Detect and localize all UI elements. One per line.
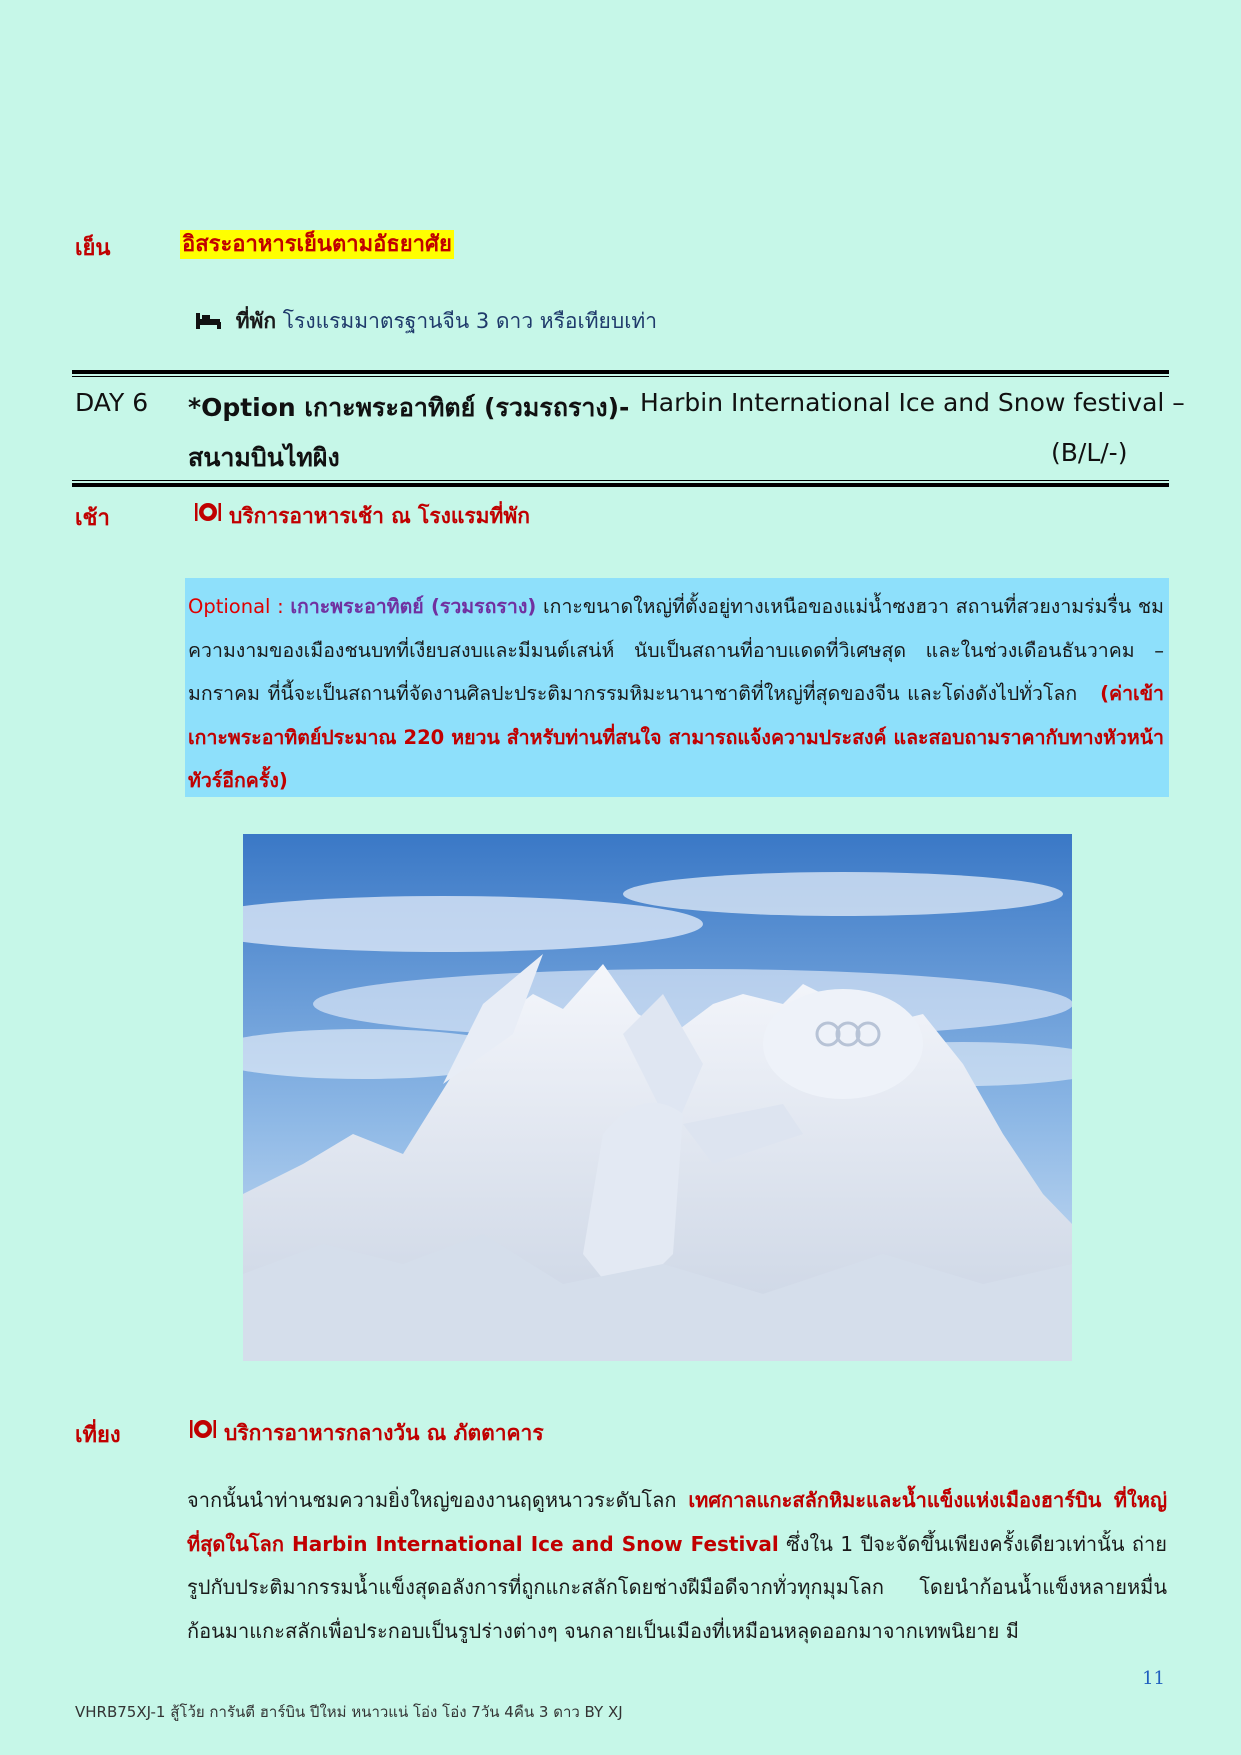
lunch-text: บริการอาหารกลางวัน ณ ภัตตาคาร: [224, 1421, 544, 1445]
dinner-text-wrap: [180, 226, 454, 261]
optional-box: [185, 578, 1169, 797]
paragraph-highlight: เทศกาลแกะสลักหิมะและน้ำแข็งแห่งเมืองฮาร์บิน ที่ใหญ่ที่สุดในโลก Harbin International Ice and Snow Festival: [187, 1488, 1167, 1556]
snow-sculpture-photo: [243, 834, 1072, 1361]
hotel-label: ที่พัก: [235, 309, 277, 333]
day-title-part1: *Option เกาะพระอาทิตย์ (รวมรถราง)-: [188, 393, 630, 422]
festival-paragraph: [187, 1479, 1167, 1653]
optional-body: เกาะขนาดใหญ่ที่ตั้งอยู่ทางเหนือของแม่น้ำซงฮวา สถานที่สวยงามร่มรื่น ชมความงามของเมืองชนบทที่เงียบสงบและมีมนต์เสน่ห์ นับเป็นสถานที่อาบแดดที่วิเศษสุด และในช่วงเดือนธันวาคม – มกราคม ที่นี้จะเป็นสถานที่จัดงานศิลปะประติมากรรมหิมะนานาชาติที่ใหญ่ที่สุดของจีน และโด่งดังไปทั่วโลก: [188, 595, 1165, 705]
paragraph-intro: จากนั้นนำท่านชมความยิ่งใหญ่ของงานฤดูหนาวระดับโลก: [187, 1488, 677, 1512]
hotel-line: [195, 305, 657, 338]
day-meals: (B/L/-): [1051, 438, 1128, 467]
dinner-label: เย็น: [75, 236, 111, 261]
plate-icon: [190, 1418, 216, 1445]
day-header-top-rule: [72, 370, 1169, 377]
lunch-line: [190, 1417, 544, 1450]
footer-text: VHRB75XJ-1 สู้โว้ย การันตี ฮาร์บิน ปีใหม่ หนาวแน่ โอ่ง โอ่ง 7วัน 4คืน 3 ดาว BY XJ: [75, 1703, 623, 1721]
optional-note: (ค่าเข้า เกาะพระอาทิตย์ประมาณ 220 หยวน สำหรับท่านที่สนใจ สามารถแจ้งความประสงค์ และสอบถามราคากับทางหัวหน้าทัวร์อีกครั้ง): [188, 682, 1164, 792]
hotel-text: โรงแรมมาตรฐานจีน 3 ดาว หรือเทียบเท่า: [282, 309, 658, 333]
page-number: 11: [1142, 1668, 1165, 1689]
bed-icon: [195, 310, 223, 335]
lunch-label: เที่ยง: [75, 1423, 121, 1448]
optional-prefix: Optional :: [188, 595, 284, 618]
day-title-part2: Harbin International Ice and Snow festival –: [640, 388, 1185, 417]
optional-name: เกาะพระอาทิตย์ (รวมรถราง): [290, 595, 537, 618]
plate-icon: [195, 501, 221, 528]
day-header-bottom-rule: [72, 480, 1169, 487]
day-label: DAY 6: [75, 388, 149, 417]
breakfast-text: บริการอาหารเช้า ณ โรงแรมที่พัก: [229, 504, 530, 528]
dinner-text: อิสระอาหารเย็นตามอัธยาศัย: [182, 232, 452, 257]
day-title-line2: สนามบินไทผิง: [188, 443, 340, 472]
paragraph-rest: ซึ่งใน 1 ปีจะจัดขึ้นเพียงครั้งเดียวเท่านั้น ถ่ายรูปกับประติมากรรมน้ำแข็งสุดอลังการที่ถูกแกะสลักโดยช่างฝีมือดีจากทั่วทุกมุมโลก โดยนำก้อนน้ำแข็งหลายหมื่นก้อนมาแกะสลักเพื่อประกอบเป็นรูปร่างต่างๆ จนกลายเป็นเมืองที่เหมือนหลุดออกมาจากเทพนิยาย มี: [187, 1531, 1167, 1643]
breakfast-line: [195, 500, 530, 533]
breakfast-label: เช้า: [75, 506, 110, 531]
